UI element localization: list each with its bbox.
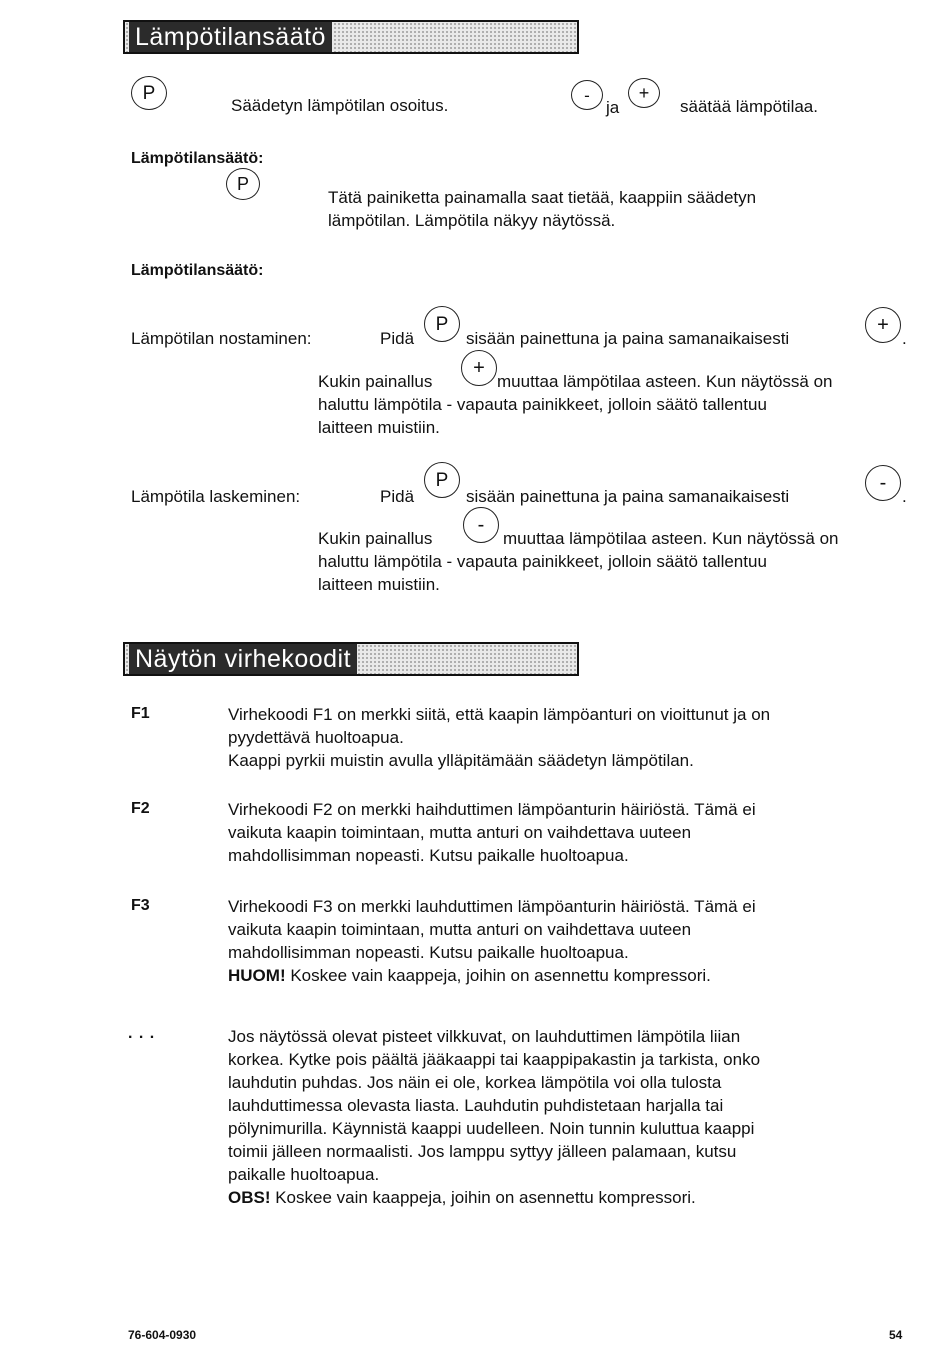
lower-hold: Pidä <box>380 487 415 506</box>
text-line: Virhekoodi F3 on merkki lauhduttimen lämpöanturin häiriöstä. Tämä ei <box>228 897 756 916</box>
error-code-label: F1 <box>131 705 150 722</box>
text-line: korkea. Kytke pois päältä jääkaappi tai kaappipakastin ja tarkista, onko <box>228 1050 761 1069</box>
text-line: vaikuta kaapin toimintaan, mutta anturi on vaihdettava uuteen <box>228 823 692 842</box>
raise-line1: muuttaa lämpötilaa asteen. Kun näytössä on <box>497 372 833 391</box>
text-line: Kaappi pyrkii muistin avulla ylläpitämään säädetyn lämpötilan. <box>228 751 694 770</box>
section-title: Lämpötilansäätö <box>129 22 332 52</box>
plus-key-icon: + <box>461 350 497 386</box>
note-label: HUOM! <box>228 966 286 985</box>
lower-each-press: Kukin painallus <box>318 529 433 548</box>
p-key-icon: P <box>424 306 460 342</box>
text-line: mahdollisimman nopeasti. Kutsu paikalle huoltoapua. <box>228 943 629 962</box>
heading-temperature-control: Lämpötilansäätö: <box>131 150 264 167</box>
lower-line1: muuttaa lämpötilaa asteen. Kun näytössä on <box>503 529 839 548</box>
error-code-description <box>228 1025 760 1209</box>
error-code-description <box>228 798 756 867</box>
page-number: 54 <box>889 1328 903 1342</box>
text-line: toimii jälleen normaalisti. Jos lamppu syttyy jälleen palamaan, kutsu <box>228 1142 737 1161</box>
lower-label: Lämpötila laskeminen: <box>131 487 301 506</box>
minus-key-icon: - <box>865 465 901 501</box>
p-caption: Säädetyn lämpötilan osoitus. <box>231 96 449 115</box>
document-number: 76-604-0930 <box>128 1328 197 1342</box>
text-line: lämpötilan. Lämpötila näkyy näytössä. <box>328 211 616 230</box>
note-line <box>228 1186 760 1209</box>
raise-instruction: sisään painettuna ja paina samanaikaisesti <box>466 329 790 348</box>
text-line: pyydettävä huoltoapua. <box>228 728 404 747</box>
raise-label: Lämpötilan nostaminen: <box>131 329 312 348</box>
plus-key-icon: + <box>865 307 901 343</box>
text-line: vaikuta kaapin toimintaan, mutta anturi on vaihdettava uuteen <box>228 920 692 939</box>
raise-hold: Pidä <box>380 329 415 348</box>
note-text: Koskee vain kaappeja, joihin on asennettu kompressori. <box>270 1188 696 1207</box>
text-line: Jos näytössä olevat pisteet vilkkuvat, on lauhduttimen lämpötila liian <box>228 1027 741 1046</box>
raise-each-press: Kukin painallus <box>318 372 433 391</box>
note-label: OBS! <box>228 1188 271 1207</box>
plus-key-icon: + <box>628 78 660 108</box>
text-line: Virhekoodi F1 on merkki siitä, että kaapin lämpöanturi on vioittunut ja on <box>228 705 771 724</box>
error-code-label: F3 <box>131 897 150 914</box>
raise-line2: haluttu lämpötila - vapauta painikkeet, jolloin säätö tallentuu <box>318 395 767 414</box>
section-header-temperature <box>123 20 579 54</box>
raise-period: . <box>902 329 907 348</box>
error-code-description <box>228 895 756 987</box>
show-temperature-text <box>328 186 756 232</box>
text-line: pölynimurilla. Käynnistä kaappi uudelleen. Noin tunnin kuluttua kaappi <box>228 1119 755 1138</box>
lower-period: . <box>902 487 907 506</box>
lower-line3: laitteen muistiin. <box>318 575 440 594</box>
heading-temperature-control-2: Lämpötilansäätö: <box>131 262 264 279</box>
ja-text: ja <box>606 98 620 117</box>
error-code-description <box>228 703 770 772</box>
text-line: Virhekoodi F2 on merkki haihduttimen lämpöanturin häiriöstä. Tämä ei <box>228 800 756 819</box>
lower-line2: haluttu lämpötila - vapauta painikkeet, jolloin säätö tallentuu <box>318 552 767 571</box>
p-key-icon: P <box>424 462 460 498</box>
p-key-icon: P <box>226 168 260 200</box>
adjust-caption: säätää lämpötilaa. <box>680 97 818 116</box>
section-title: Näytön virhekoodit <box>129 644 357 674</box>
text-line: paikalle huoltoapua. <box>228 1165 380 1184</box>
text-line: mahdollisimman nopeasti. Kutsu paikalle huoltoapua. <box>228 846 629 865</box>
raise-line3: laitteen muistiin. <box>318 418 440 437</box>
minus-key-icon: - <box>571 80 603 110</box>
text-line: lauhdutin puhdas. Jos näin ei ole, korkea lämpötila voi olla tulosta <box>228 1073 722 1092</box>
p-key-icon: P <box>131 76 167 110</box>
note-text: Koskee vain kaappeja, joihin on asennettu kompressori. <box>285 966 711 985</box>
error-code-label: . . . <box>128 1025 156 1042</box>
lower-instruction: sisään painettuna ja paina samanaikaisesti <box>466 487 790 506</box>
text-line: Tätä painiketta painamalla saat tietää, kaappiin säädetyn <box>328 188 757 207</box>
section-header-error-codes <box>123 642 579 676</box>
text-line: lauhduttimessa olevasta liasta. Lauhdutin puhdistetaan harjalla tai <box>228 1096 724 1115</box>
note-line <box>228 964 756 987</box>
error-code-label: F2 <box>131 800 150 817</box>
minus-key-icon: - <box>463 507 499 543</box>
